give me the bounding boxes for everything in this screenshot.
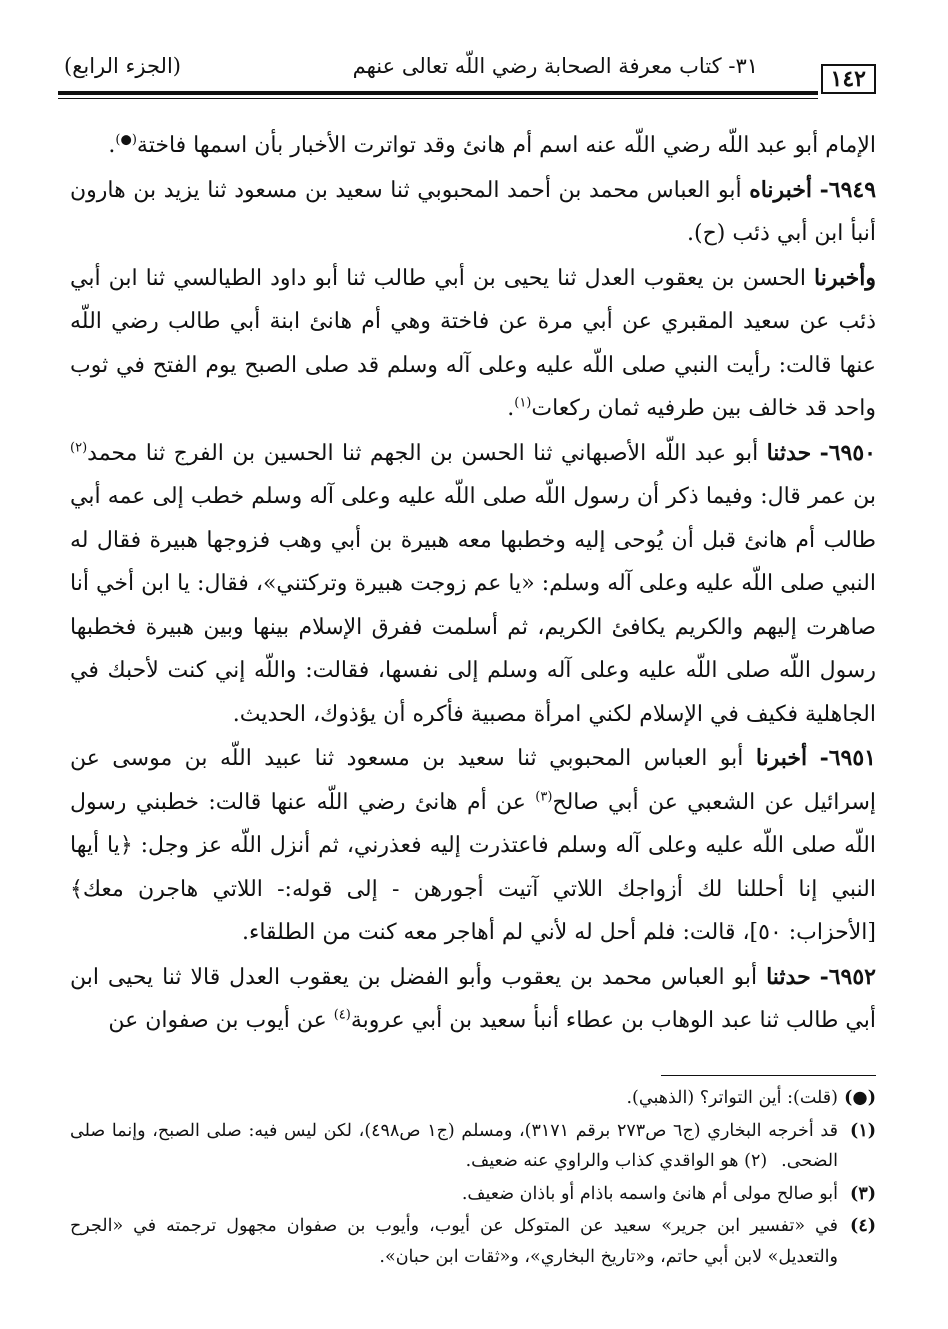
footnote-mark: (٢) xyxy=(744,1151,768,1171)
hadith-text: الحسن بن يعقوب العدل ثنا يحيى بن أبي طالب ثنا أبو داود الطيالسي ثنا ابن أبي ذئب عن سعيد المقبري عن أبي مرة عن فاختة وهي أم هانئ ابنة أبي طالب رضي اللّه عنها قالت: رأيت النبي صلى اللّه عليه وعلى آله وسلم قد صلى الصبح يوم الفتح في ثوب واحد قد خالف بين طرفيه ثمان ركعات xyxy=(70,265,876,421)
hadith-6949-chain-2 xyxy=(70,257,876,431)
hadith-keyword: أخبرناه xyxy=(749,176,813,203)
hadith-text: أبو العباس محمد بن أحمد المحبوبي ثنا سعيد بن مسعود ثنا يزيد بن هارون أنبأ ابن أبي ذئب (ح). xyxy=(70,177,876,246)
sentence-end: . xyxy=(507,396,515,421)
footnote-ref: (٣) xyxy=(535,789,553,805)
hadith-text: بن عمر قال: وفيما ذكر أن رسول اللّه صلى اللّه عليه وعلى آله وسلم خطب إلى عمه أبي طالب أم هانئ قبل أن يُوحى إليه وخطبها معه هبيرة بن أبي وهب فزوجها هبيرة فقال له النبي صلى اللّه عليه وعلى آله وسلم: «يا عم زوجت هبيرة وتركتني»، فقال: يا ابن أخي أنا صاهرت إليهم والكريم يكافئ الكريم، ثم أسلمت ففرق الإسلام بينها وبين هبيرة فخطبها رسول اللّه صلى اللّه عليه وعلى آله وسلم إلى نفسها، فقالت: واللّه إني كنت لأحبك في الجاهلية فكيف في الإسلام لكني امرأة مصبية فأكره أن يؤذوك، الحديث. xyxy=(70,484,876,727)
footnote-text: قد أخرجه البخاري (ج٦ ص٢٧٣ برقم ٣١٧١)، ومسلم (ج١ ص٤٩٨)، لكن ليس فيه: صلى الصبح، وإنما صلى الضحى. xyxy=(70,1120,838,1171)
hadith-6952 xyxy=(70,956,876,1043)
hadith-number: ٦٩٥٢- xyxy=(819,963,876,990)
hadith-keyword: حدثنا xyxy=(766,439,812,466)
footnote-ref: (●) xyxy=(115,132,137,148)
footnote-mark: (●) xyxy=(844,1088,876,1108)
hadith-text: أبو عبد اللّه الأصبهاني ثنا الحسن بن الجهم ثنا الحسين بن الفرج ثنا محمد xyxy=(87,440,759,466)
hadith-text: أبو العباس المحبوبي ثنا سعيد بن مسعود ثنا عبيد اللّه بن موسى عن إسرائيل عن الشعبي عن أبي صالح xyxy=(70,746,877,815)
footnote-2 xyxy=(466,1146,768,1177)
footnote-mark: (٤) xyxy=(850,1216,876,1236)
footnote-ref: (٢) xyxy=(70,440,88,456)
header-rule-thin xyxy=(58,98,818,99)
footnote-mark: (٣) xyxy=(850,1183,876,1204)
chapter-title: ٣١- كتاب معرفة الصحابة رضي اللّه تعالى عنهم xyxy=(352,54,758,78)
footnote-text: في «تفسير ابن جرير» سعيد عن المتوكل عن أيوب، وأيوب بن صفوان مجهول ترجمته في «الجرح والتعديل» لابن أبي حاتم، و«تاريخ البخاري»، و«ثقات ابن حبان». xyxy=(70,1216,838,1267)
hadith-6951 xyxy=(70,737,876,955)
paragraph-intro xyxy=(70,124,876,168)
hadith-number: ٦٩٥١- xyxy=(819,745,876,771)
footnote-text: (قلت): أين التواتر؟ (الذهبي). xyxy=(626,1088,838,1108)
footnote-3 xyxy=(70,1179,876,1210)
hadith-keyword: أخبرنا xyxy=(755,745,808,771)
hadith-text: عن أم هانئ رضي اللّه عنها قالت: خطبني رسول اللّه صلى اللّه عليه وعلى آله وسلم فاعتذرت إليه فعذرني، ثم أنزل اللّه عز وجل: ﴿يا أيها النبي إنا أحللنا لك أزواجك اللاتي آتيت أجورهن - إلى قوله:- اللاتي هاجرن معك﴾ [الأحزاب: ٥٠]، قالت: فلم أحل له لأني لم أهاجر معه كنت من الطلقاء. xyxy=(70,789,876,945)
footnote-4 xyxy=(70,1211,876,1272)
hadith-number: ٦٩٤٩- xyxy=(819,176,877,203)
hadith-keyword: وأخبرنا xyxy=(814,264,876,291)
footnote-text: هو الواقدي كذاب والراوي عنه ضعيف. xyxy=(465,1151,739,1171)
footnote-separator xyxy=(661,1075,876,1076)
volume-label: (الجزء الرابع) xyxy=(64,54,181,78)
main-text xyxy=(70,124,876,1043)
footnote-1 xyxy=(70,1116,876,1177)
hadith-6949 xyxy=(70,169,876,256)
footnote-mark: (١) xyxy=(850,1120,876,1141)
footnotes xyxy=(70,1083,876,1274)
hadith-keyword: حدثنا xyxy=(766,963,811,990)
page-header xyxy=(58,54,876,90)
footnote-text: أبو صالح مولى أم هانئ واسمه باذام أو باذان ضعيف. xyxy=(461,1183,838,1204)
sentence-end: . xyxy=(108,133,116,158)
intro-text: الإمام أبو عبد اللّه رضي اللّه عنه اسم أم هانئ وقد تواترت الأخبار بأن اسمها فاختة xyxy=(136,133,876,158)
header-rule-thick xyxy=(58,91,818,95)
hadith-text: عن أيوب بن صفوان عن xyxy=(108,1008,334,1033)
hadith-6950 xyxy=(70,432,876,737)
hadith-text: أبو العباس محمد بن يعقوب وأبو الفضل بن يعقوب العدل قالا ثنا يحيى ابن أبي طالب ثنا عبد الوهاب بن عطاء أنبأ سعيد بن أبي عروبة xyxy=(70,964,876,1033)
footnote-ref: (٤) xyxy=(333,1007,351,1023)
footnote-0 xyxy=(70,1083,876,1114)
hadith-number: ٦٩٥٠- xyxy=(819,439,876,466)
page-number: ١٤٢ xyxy=(821,64,876,94)
footnote-ref: (١) xyxy=(514,395,532,411)
